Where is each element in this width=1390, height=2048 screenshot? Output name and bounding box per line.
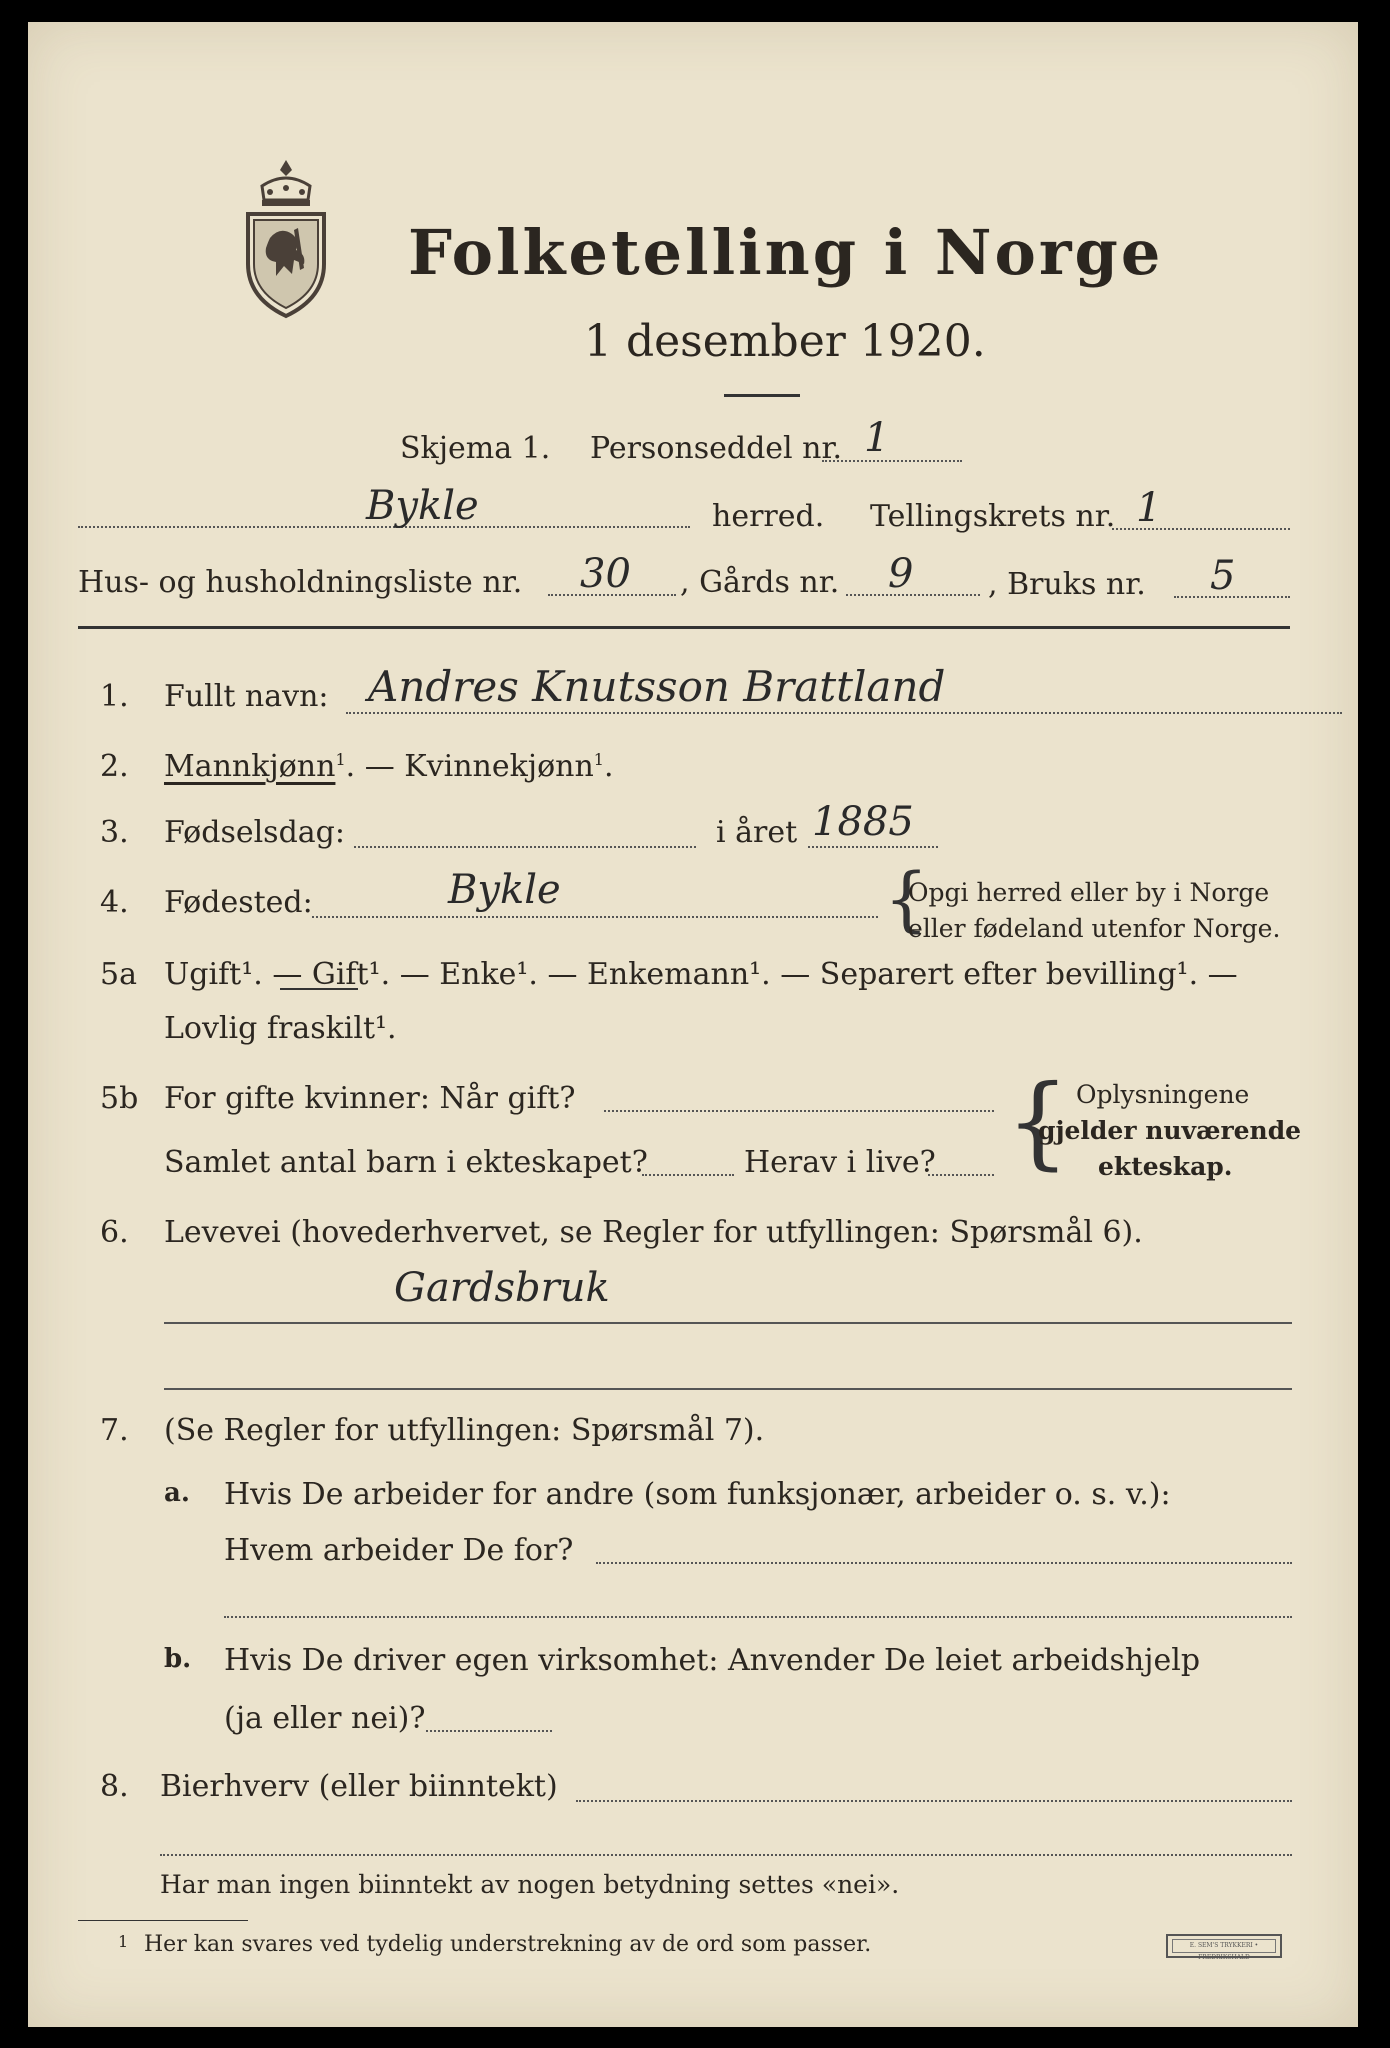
personseddel-label: Personseddel nr. — [590, 431, 843, 466]
full-name-value: Andres Knutsson Brattland — [368, 662, 946, 711]
birthplace-note-2: eller fødeland utenfor Norge. — [908, 914, 1281, 943]
occupation-value: Gardsbruk — [394, 1265, 610, 1311]
footnote-ref: 1 — [593, 750, 604, 769]
q8-number: 8. — [100, 1769, 129, 1804]
q6-label: Levevei (hovederhvervet, se Regler for utfyllingen: Spørsmål 6). — [164, 1215, 1143, 1250]
schema-label: Skjema 1. — [400, 431, 551, 466]
q5b-number: 5b — [100, 1081, 139, 1116]
marital-status-options[interactable]: Ugift¹. — Gift¹. — Enke¹. — Enkemann¹. — Separert efter bevilling¹. — — [164, 957, 1238, 992]
hus-label: Hus- og husholdningsliste nr. — [78, 565, 523, 600]
occupation-field[interactable] — [164, 1322, 1292, 1324]
q4-number: 4. — [100, 885, 129, 920]
married-when-label: For gifte kvinner: Når gift? — [164, 1081, 576, 1116]
employer-field[interactable] — [596, 1562, 1292, 1564]
q3-number: 3. — [100, 815, 129, 850]
gards-value: 9 — [888, 551, 914, 597]
census-form — [28, 22, 1358, 2027]
q7a-line1: Hvis De arbeider for andre (som funksjonær, arbeider o. s. v.): — [224, 1477, 1171, 1512]
side-income-note: Har man ingen biinntekt av nogen betydning settes «nei». — [160, 1870, 900, 1899]
gards-label: , Gårds nr. — [680, 565, 840, 600]
personseddel-value: 1 — [864, 415, 890, 461]
bruks-value: 5 — [1210, 553, 1236, 599]
option-kvinnekjonn[interactable]: . — Kvinnekjønn — [345, 749, 594, 784]
q7b-line2: (ja eller nei)? — [224, 1701, 426, 1736]
occupation-field-2[interactable] — [164, 1388, 1292, 1390]
brace-icon: { — [884, 858, 929, 940]
header-rule — [78, 626, 1290, 629]
census-date: 1 desember 1920. — [584, 316, 986, 367]
herred-label: herred. — [712, 499, 825, 534]
printer-stamp — [1166, 1934, 1282, 1961]
birthplace-note-1: Opgi herred eller by i Norge — [908, 878, 1270, 907]
tellingskrets-label: Tellingskrets nr. — [870, 499, 1116, 534]
q7-number: 7. — [100, 1413, 129, 1448]
gift-underline — [280, 988, 358, 990]
q5a-number: 5a — [100, 957, 137, 992]
footnote-ref: 1 — [335, 750, 346, 769]
q7a-line2: Hvem arbeider De for? — [224, 1533, 574, 1568]
gards-field[interactable] — [846, 594, 980, 596]
marriage-note-3: ekteskap. — [1098, 1152, 1233, 1181]
alive-label: Herav i live? — [744, 1145, 936, 1180]
bruks-label: , Bruks nr. — [988, 567, 1146, 602]
employer-field-2[interactable] — [224, 1616, 1292, 1618]
birthplace-value: Bykle — [448, 867, 561, 913]
q3-label: Fødselsdag: — [164, 815, 345, 850]
birthday-field[interactable] — [354, 846, 696, 848]
birth-year-value: 1885 — [812, 799, 914, 845]
gender-end: . — [603, 749, 614, 784]
full-name-field[interactable] — [346, 712, 1342, 714]
printer-stamp-text: E. SEM'S TRYKKERI • FREDRIKSHALD — [1172, 1939, 1276, 1953]
coat-of-arms-icon — [240, 158, 332, 318]
q1-label: Fullt navn: — [164, 679, 329, 714]
q7b-letter: b. — [164, 1644, 192, 1674]
hus-value: 30 — [580, 551, 631, 597]
footnote-text: Her kan svares ved tydelig understrekning av de ord som passer. — [144, 1932, 872, 1957]
form-title: Folketelling i Norge — [408, 216, 1164, 289]
hired-help-field[interactable] — [426, 1730, 552, 1732]
side-income-field[interactable] — [576, 1800, 1292, 1802]
tellingskrets-value: 1 — [1136, 485, 1162, 531]
q7a-letter: a. — [164, 1478, 190, 1508]
q1-number: 1. — [100, 679, 129, 714]
year-label: i året — [716, 815, 798, 850]
q2-number: 2. — [100, 749, 129, 784]
marriage-note-1: Oplysningene — [1076, 1080, 1250, 1109]
personseddel-field[interactable] — [822, 460, 962, 462]
title-divider — [724, 394, 800, 397]
children-label: Samlet antal barn i ekteskapet? — [164, 1145, 648, 1180]
footnote-rule — [78, 1920, 248, 1921]
birth-year-field[interactable] — [808, 846, 938, 848]
alive-field[interactable] — [928, 1174, 994, 1176]
q7-label: (Se Regler for utfyllingen: Spørsmål 7). — [164, 1413, 765, 1448]
option-mannkjonn[interactable]: Mannkjønn — [164, 749, 336, 784]
footnote-mark: 1 — [118, 1932, 129, 1951]
side-income-field-2[interactable] — [160, 1854, 1292, 1856]
q4-label: Fødested: — [164, 885, 313, 920]
q8-label: Bierhverv (eller biinntekt) — [160, 1769, 558, 1804]
q7b-line1: Hvis De driver egen virksomhet: Anvender De leiet arbeidshjelp — [224, 1643, 1201, 1678]
marriage-note-2: gjelder nuværende — [1038, 1116, 1302, 1145]
herred-value: Bykle — [366, 483, 479, 529]
q6-number: 6. — [100, 1215, 129, 1250]
birthplace-field[interactable] — [312, 916, 878, 918]
gender-line — [164, 749, 614, 784]
brace-icon: { — [1006, 1063, 1070, 1180]
marital-status-options-2[interactable]: Lovlig fraskilt¹. — [164, 1011, 397, 1046]
children-field[interactable] — [642, 1174, 734, 1176]
married-when-field[interactable] — [604, 1110, 994, 1112]
